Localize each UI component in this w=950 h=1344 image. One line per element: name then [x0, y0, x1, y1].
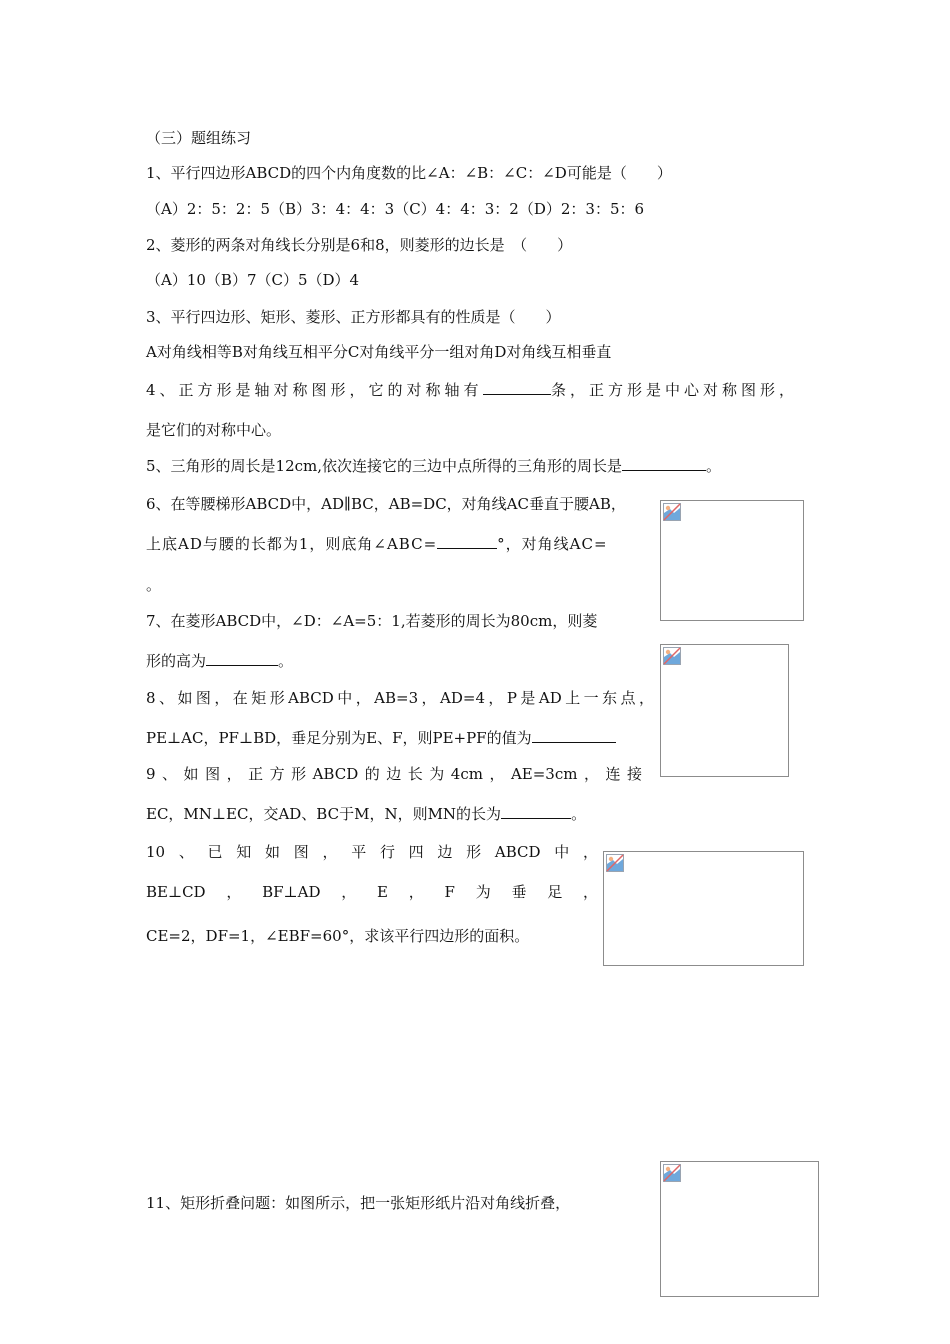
- question-7-text-b: 。: [278, 652, 294, 670]
- figure-q11-placeholder: [660, 1161, 819, 1297]
- question-2-options: （A）10（B）7（C）5（D）4: [146, 271, 360, 289]
- question-9-text-a: EC，MN⊥EC，交AD、BC于M，N，则MN的长为: [146, 805, 502, 823]
- question-10-line-3: CE=2，DF=1，∠EBF=60°，求该平行四边形的面积。: [146, 927, 530, 945]
- answer-blank: [437, 534, 497, 549]
- question-9-line-1: 9、如图，正方形ABCD的边长为4cm，AE=3cm，连接: [146, 765, 642, 783]
- question-6-line-2: [146, 534, 608, 554]
- question-11-line-1: 11、矩形折叠问题：如图所示，把一张矩形纸片沿对角线折叠，: [146, 1194, 571, 1212]
- question-4-text-a: 4、正方形是轴对称图形，它的对称轴有: [146, 381, 483, 399]
- question-6-line-3: 。: [146, 576, 162, 594]
- broken-image-icon: [663, 647, 681, 665]
- answer-blank: [483, 380, 551, 395]
- broken-image-icon: [663, 1164, 681, 1182]
- question-6-line-1: 6、在等腰梯形ABCD中，AD∥BC，AB=DC，对角线AC垂直于腰AB，: [146, 495, 626, 513]
- question-6-text-b: °，对角线AC=: [497, 535, 608, 553]
- question-8-line-1: 8、如图，在矩形ABCD中，AB=3，AD=4，P是AD上一东点，: [146, 689, 654, 707]
- broken-image-icon: [663, 503, 681, 521]
- question-4-line-2: 是它们的对称中心。: [146, 421, 282, 439]
- figure-q6-placeholder: [660, 500, 804, 621]
- question-10-line-2: BE⊥CD，BF⊥AD，E，F为垂足，: [146, 883, 598, 901]
- question-10-line-1: 10、已知如图，平行四边形ABCD中，: [146, 843, 598, 861]
- question-5-end: 。: [706, 457, 722, 475]
- question-6-text-a: 上底AD与腰的长都为1，则底角∠ABC=: [146, 535, 438, 553]
- question-7-text-a: 形的高为: [146, 652, 207, 670]
- broken-image-icon: [606, 854, 624, 872]
- question-2-stem: 2、菱形的两条对角线长分别是6和8，则菱形的边长是 （ ）: [146, 236, 573, 254]
- answer-blank: [501, 804, 571, 819]
- question-4-line-1: [146, 380, 798, 400]
- question-4-text-b: 条，正方形是中心对称图形，: [550, 381, 798, 399]
- section-title: （三）题组练习: [146, 129, 252, 147]
- question-5: [146, 456, 721, 476]
- question-9-text-b: 。: [571, 805, 587, 823]
- question-7-line-1: 7、在菱形ABCD中，∠D：∠A=5：1,若菱形的周长为80cm，则菱: [146, 612, 598, 630]
- figure-q7-placeholder: [660, 644, 789, 777]
- question-8-text: PE⊥AC，PF⊥BD，垂足分别为E、F，则PE+PF的值为: [146, 729, 532, 747]
- answer-blank: [622, 456, 706, 471]
- question-7-line-2: [146, 651, 293, 671]
- question-8-line-2: [146, 728, 616, 748]
- figure-q10-placeholder: [603, 851, 804, 966]
- answer-blank: [532, 728, 616, 743]
- question-5-text: 5、三角形的周长是12cm,依次连接它的三边中点所得的三角形的周长是: [146, 457, 623, 475]
- question-9-line-2: [146, 804, 586, 824]
- question-3-options: A对角线相等B对角线互相平分C对角线平分一组对角D对角线互相垂直: [146, 343, 612, 361]
- question-1-options: （A）2：5：2：5（B）3：4：4：3（C）4：4：3：2（D）2：3：5：6: [146, 200, 645, 218]
- question-1-stem: 1、平行四边形ABCD的四个内角度数的比∠A：∠B：∠C：∠D可能是（ ）: [146, 164, 672, 182]
- answer-blank: [206, 651, 278, 666]
- question-3-stem: 3、平行四边形、矩形、菱形、正方形都具有的性质是（ ）: [146, 308, 561, 326]
